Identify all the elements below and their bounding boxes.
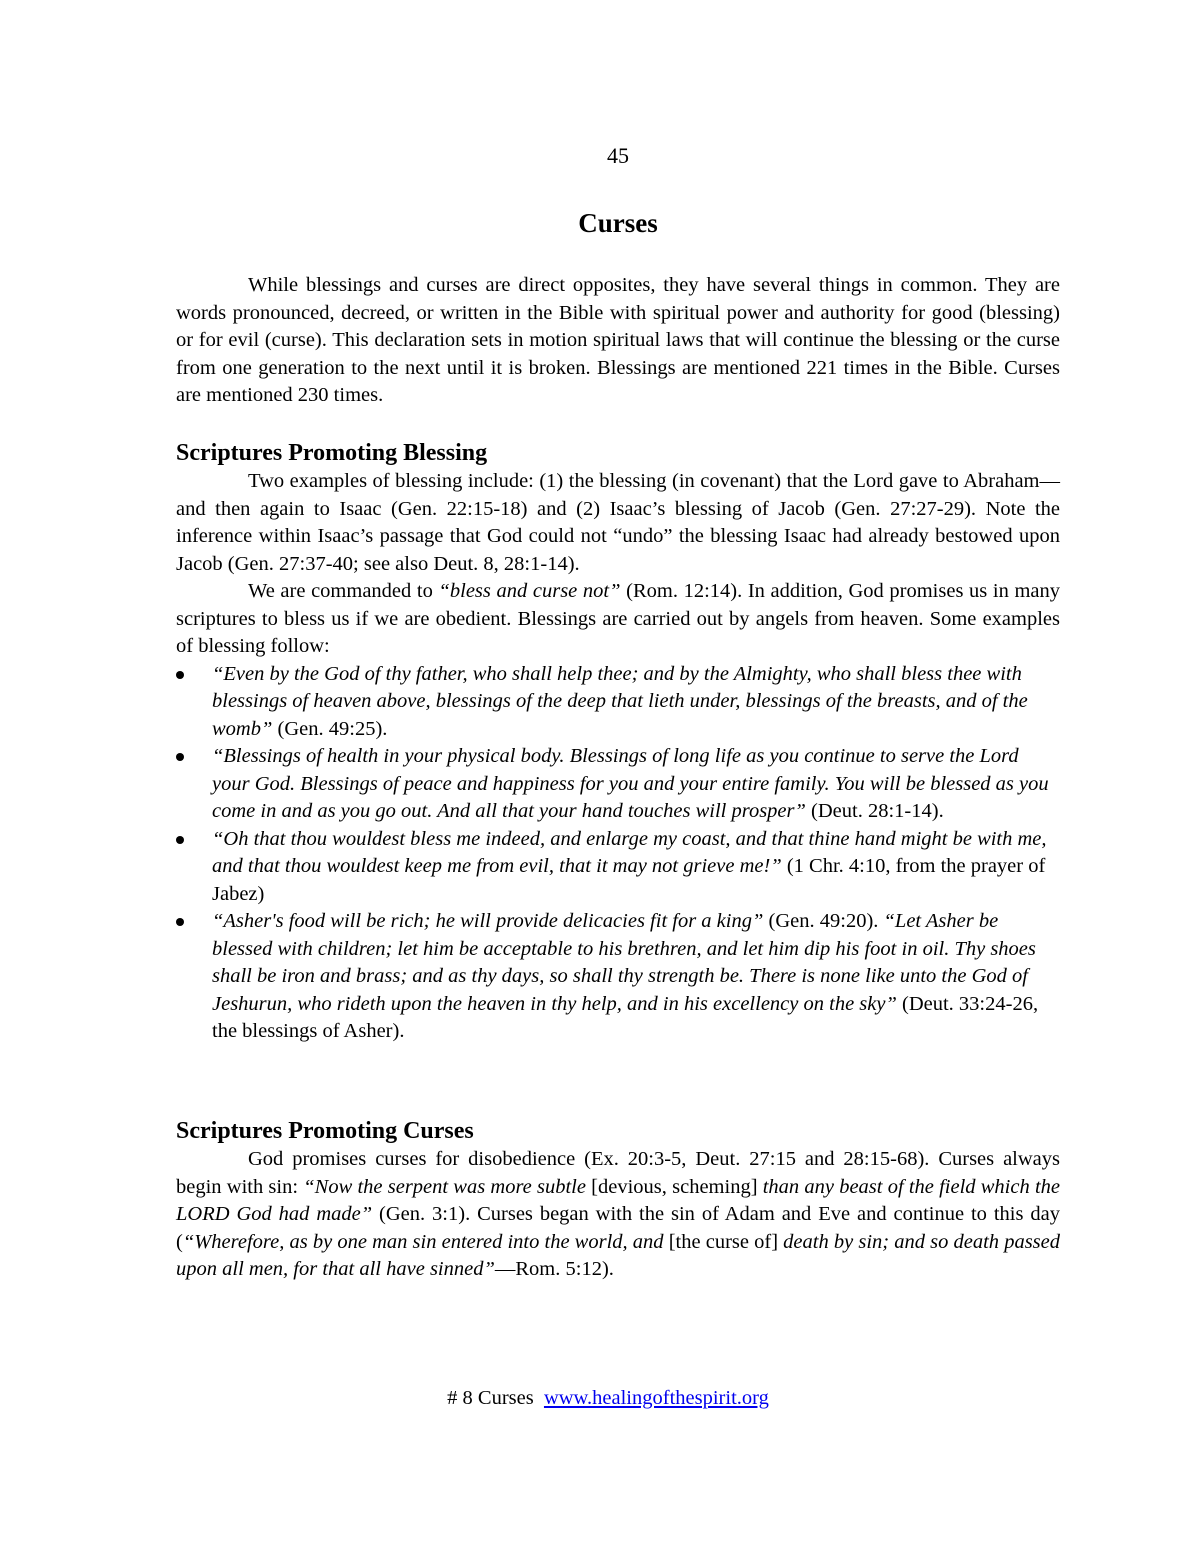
reference-span: (Deut. 33:24-26, the blessings of Asher). bbox=[212, 992, 1039, 1042]
text-span: (Gen. 3:1). Curses began with the sin of Adam and Eve and continue to this day ( bbox=[176, 1203, 1060, 1253]
reference-span: (Deut. 28:1-14). bbox=[805, 800, 944, 822]
text-span: We are commanded to bbox=[248, 580, 439, 602]
reference-span: (1 Chr. 4:10, from the prayer of Jabez) bbox=[212, 855, 1046, 905]
intro-paragraph: While blessings and curses are direct opposites, they have several things in common. They are words pronounced, decreed, or written in the Bible with spiritual power and authority for good (blessing) or for evil (curse). This declaration sets in motion spiritual laws that will continue the blessing or the curse from one generation to the next until it is broken. Blessings are mentioned 221 times in the Bible. Curses are mentioned 230 times. bbox=[176, 274, 1060, 406]
curses-heading: Scriptures Promoting Curses bbox=[176, 1118, 474, 1144]
footer-label: # 8 Curses bbox=[447, 1387, 534, 1409]
page-number: 45 bbox=[607, 143, 629, 168]
quote-span: death by sin; and so death passed upon all men, for that all have sinned” bbox=[176, 1230, 1060, 1280]
quote-span: “Blessings of health in your physical body. Blessings of long life as you continue to serve the Lord your God. Blessings of peace and happiness for you and your entire family. You will be blessed as you come in and as you go out. And all that your hand touches will prosper” bbox=[212, 745, 1049, 822]
quote-span: than any beast of the field which the LORD God had made” bbox=[176, 1175, 1060, 1225]
list-item bbox=[176, 743, 1060, 826]
list-item bbox=[176, 908, 1060, 1046]
quote-span: “Wherefore, as by one man sin entered into the world, and bbox=[182, 1230, 664, 1253]
quote-span: “Let Asher be blessed with children; let him be acceptable to his brethren, and let him dip his foot in oil. Thy shoes shall be iron and brass; and as thy days, so shall thy strength be. There is none like unto the God of Jeshurun, who rideth upon the heaven in thy help, and in his excellency on the sky” bbox=[212, 910, 1036, 1015]
quote-span: “bless and curse not” bbox=[438, 580, 621, 602]
blessing-paragraph-2 bbox=[176, 578, 1060, 661]
bullet-icon bbox=[176, 753, 184, 761]
curses-section bbox=[176, 1116, 1060, 1284]
text-span: (Rom. 12:14). In addition, God promises us in many scriptures to bless us if we are obedient. Blessings are carried out by angels from heaven. Some examples of blessing follow: bbox=[176, 580, 1061, 657]
text-span: [the curse of] bbox=[663, 1230, 784, 1253]
blessing-section bbox=[176, 438, 1060, 1046]
curses-paragraph bbox=[176, 1146, 1060, 1284]
bullet-icon bbox=[176, 918, 184, 926]
quote-span: “Now the serpent was more subtle bbox=[303, 1175, 586, 1198]
website-link[interactable]: www.healingofthespirit.org bbox=[543, 1387, 769, 1409]
reference-span: (Gen. 49:25). bbox=[272, 717, 388, 740]
quote-span: “Oh that thou wouldest bless me indeed, and enlarge my coast, and that thine hand might be with me, and that thou wouldest keep me from evil, that it may not grieve me!” bbox=[212, 827, 1047, 877]
text-span: [devious, scheming] bbox=[585, 1175, 763, 1198]
list-item bbox=[176, 826, 1060, 909]
intro-block bbox=[176, 272, 1060, 410]
text-span: God promises curses for disobedience (Ex. 20:3-5, Deut. 27:15 and 28:15-68). Curses always begin with sin: bbox=[176, 1148, 1060, 1198]
page-footer bbox=[0, 1387, 1200, 1410]
bullet-icon bbox=[176, 671, 184, 679]
blessing-examples-list bbox=[176, 661, 1060, 1046]
page-title: Curses bbox=[578, 208, 658, 238]
quote-span: “Asher's food will be rich; he will provide delicacies fit for a king” bbox=[212, 910, 764, 932]
list-item bbox=[176, 661, 1060, 744]
blessing-heading: Scriptures Promoting Blessing bbox=[176, 440, 488, 466]
quote-span: “Even by the God of thy father, who shall help thee; and by the Almighty, who shall bless thee with blessings of heaven above, blessings of the deep that lieth under, blessings of the breasts, and of the womb” bbox=[212, 662, 1028, 740]
bullet-icon bbox=[176, 836, 184, 844]
reference-span: (Gen. 49:20). bbox=[763, 910, 884, 932]
blessing-paragraph-1: Two examples of blessing include: (1) the blessing (in covenant) that the Lord gave to Abraham—and then again to Isaac (Gen. 22:15-18) and (2) Isaac’s blessing of Jacob (Gen. 27:27-29). Note the inference within Isaac’s passage that God could not “undo” the blessing Isaac had already bestowed upon Jacob (Gen. 27:37-40; see also Deut. 8, 28:1-14). bbox=[176, 470, 1060, 575]
text-span: —Rom. 5:12). bbox=[494, 1258, 614, 1280]
